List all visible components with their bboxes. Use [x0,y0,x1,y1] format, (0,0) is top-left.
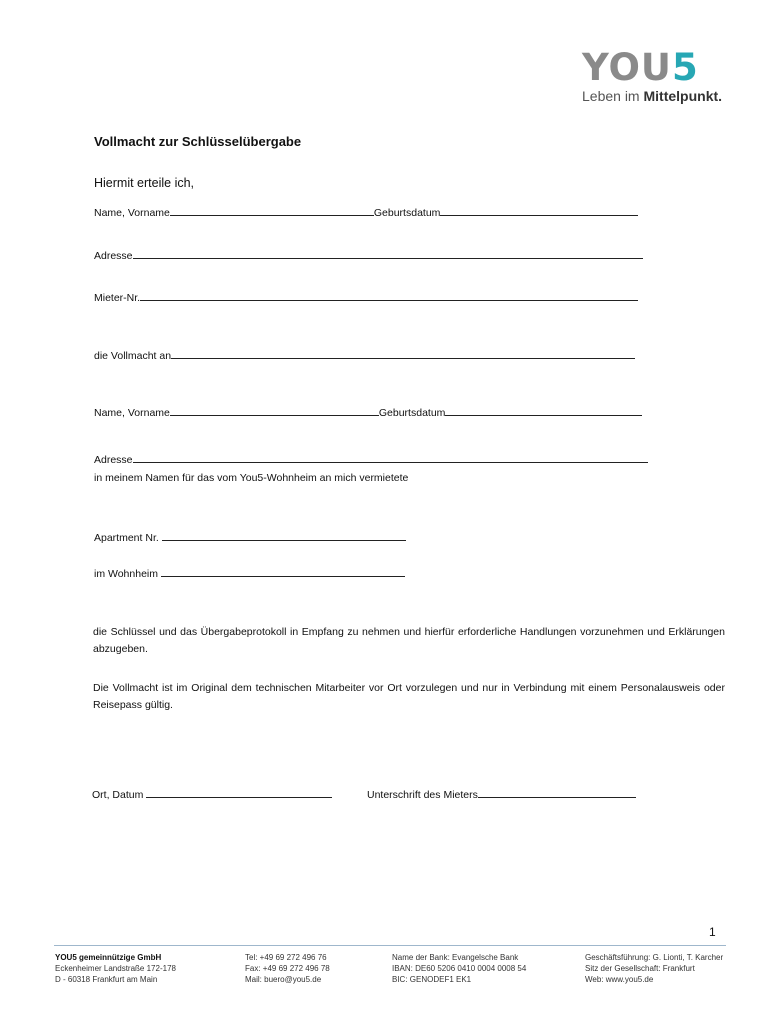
footer-contact: Tel: +49 69 272 496 76 Fax: +49 69 272 496 78 Mail: buero@you5.de [245,953,330,984]
tenant-number-field[interactable] [140,290,638,301]
signature-row: Unterschrift des Mieters [367,787,636,801]
paragraph-original: Die Vollmacht ist im Original dem technischen Mitarbeiter vor Ort vorzulegen und nur in Verbindung mit einem Personalausweis oder Reisepass gültig. [93,682,725,711]
place-date-field[interactable] [146,787,332,798]
address-field-1[interactable] [133,248,643,259]
address-row-2: Adresse [94,452,648,466]
apartment-row: Apartment Nr. [94,530,406,544]
footer-divider [54,945,726,946]
paragraph-keys: die Schlüssel und das Übergabeprotokoll in Empfang zu nehmen und hierfür erforderliche Handlungen vorzunehmen und Erklärungen abzugeben. [93,626,725,655]
page-number: 1 [709,925,716,939]
dorm-row: im Wohnheim [94,566,405,580]
proxy-row: die Vollmacht an [94,348,635,362]
name-field-1[interactable] [170,205,374,216]
proxy-name-field[interactable] [171,348,635,359]
document-title: Vollmacht zur Schlüsselübergabe [94,134,302,149]
intro-text: Hiermit erteile ich, [94,176,195,190]
birthdate-field-1[interactable] [440,205,638,216]
footer-company: YOU5 gemeinnützige GmbH Eckenheimer Landstraße 172-178 D - 60318 Frankfurt am Main [55,953,176,984]
signature-field[interactable] [478,787,636,798]
birthdate-field-2[interactable] [445,405,642,416]
dorm-field[interactable] [161,566,405,577]
logo-tagline: Leben im Mittelpunkt. [582,88,723,104]
logo-wordmark: YOU5 [582,46,699,89]
footer-bank: Name der Bank: Evangelsche Bank IBAN: DE60 5206 0410 0004 0008 54 BIC: GENODEF1 EK1 [392,953,527,984]
you5-logo [582,46,732,110]
address-field-2[interactable] [133,452,648,463]
rental-statement: in meinem Namen für das vom You5-Wohnheim an mich vermietete [94,472,409,484]
name-birth-row-1: Name, Vorname Geburtsdatum [94,205,638,219]
name-field-2[interactable] [170,405,379,416]
address-row-1: Adresse [94,248,643,262]
footer-management: Geschäftsführung: G. Lionti, T. Karcher Sitz der Gesellschaft: Frankfurt Web: www.you5.de [585,953,724,984]
tenant-number-row: Mieter-Nr. [94,290,638,304]
place-date-row: Ort, Datum [92,787,332,801]
name-birth-row-2: Name, Vorname Geburtsdatum [94,405,642,419]
apartment-field[interactable] [162,530,406,541]
